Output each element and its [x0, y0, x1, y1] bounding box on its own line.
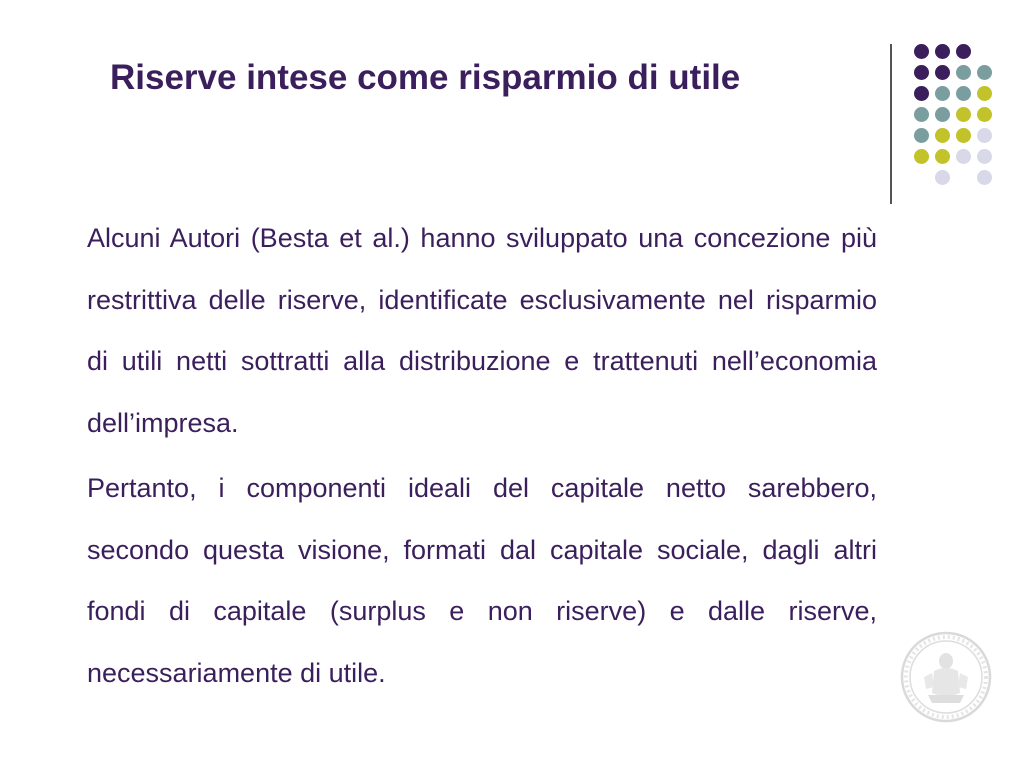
decorative-dot: [935, 44, 950, 59]
decorative-dot: [935, 86, 950, 101]
paragraph-2: Pertanto, i componenti ideali del capitale netto sarebbero, secondo questa visione, formati dal capitale sociale, dagli altri fondi di capitale (surplus e non riserve) e dalle riserve, necessariamente di utile.: [87, 473, 877, 688]
decorative-dot: [935, 107, 950, 122]
decorative-dot: [956, 65, 971, 80]
decorative-dot: [956, 149, 971, 164]
decorative-dot-grid: [0, 0, 1024, 200]
university-seal-icon: [898, 627, 994, 727]
decorative-dot: [977, 149, 992, 164]
decorative-dot: [977, 170, 992, 185]
decorative-dot: [914, 128, 929, 143]
slide-title: Riserve intese come risparmio di utile: [110, 58, 741, 97]
decorative-dot: [977, 128, 992, 143]
decorative-dot: [956, 128, 971, 143]
paragraph-1: Alcuni Autori (Besta et al.) hanno sviluppato una concezione più restrittiva delle riserve, identificate esclusivamente nel risparmio di utili netti sottratti alla distribuzione e trattenuti nell’economia dell’impresa.: [87, 223, 877, 438]
decorative-dot: [977, 65, 992, 80]
decorative-dot: [956, 107, 971, 122]
decorative-dot: [977, 107, 992, 122]
decorative-dot: [914, 149, 929, 164]
decorative-dot: [977, 86, 992, 101]
decorative-dot: [935, 128, 950, 143]
decorative-dot: [935, 170, 950, 185]
decorative-dot: [935, 149, 950, 164]
decorative-dot: [914, 65, 929, 80]
decorative-dot: [914, 107, 929, 122]
decorative-dot: [914, 86, 929, 101]
decorative-dot: [935, 65, 950, 80]
title-divider: [890, 44, 892, 204]
decorative-dot: [956, 44, 971, 59]
decorative-dot: [956, 86, 971, 101]
decorative-dot: [914, 44, 929, 59]
